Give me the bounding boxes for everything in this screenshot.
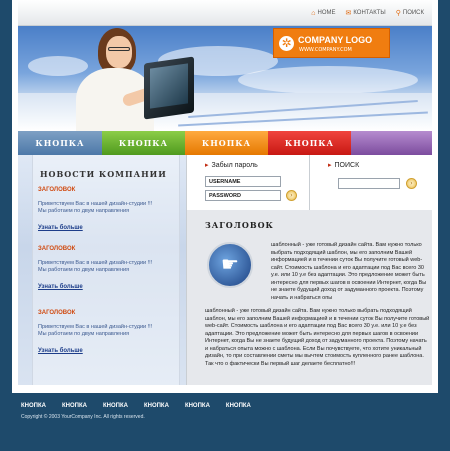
copyright: Copyright © 2003 YourCompany Inc. All rights reserved. [21, 414, 145, 420]
search-input[interactable] [338, 178, 400, 189]
search-title [328, 161, 359, 169]
news-sidebar [18, 155, 187, 385]
news-item-title: ЗАГОЛОВОК [38, 187, 76, 193]
password-field[interactable]: PASSWORD [205, 190, 281, 201]
news-item [38, 310, 178, 354]
logo-url: WWW.COMPANY.COM [299, 47, 352, 53]
content-block [187, 210, 432, 385]
cloud [28, 56, 88, 76]
woman-face [106, 36, 132, 68]
company-logo[interactable] [273, 28, 390, 58]
news-item-title: ЗАГОЛОВОК [38, 246, 76, 252]
tab-button-4[interactable]: КНОПКА [268, 131, 351, 155]
top-nav-home[interactable] [311, 9, 335, 17]
search-go-button[interactable]: › [406, 178, 417, 189]
content-paragraph-2: шаблонный - уже готовый дизайн сайта. Вам нужно только выбрать подходящий шаблон, мы его заполним Вашей информацией и в течении суток Вы получите готовый web-сайт. Стоимость шаблона и его адаптации под Вас всего 30 у.е. или 10 у.е без адаптации. Это предложение может быть интересно для первых шагов в освоении Интернет, когда Вы не знаете будущий доход от задуманного проекта. Поэтому начать и набраться опыта можно с шаблона. Если Вы почувствуете, что хотите уникальный дизайн, то при составлении сметы мы вычтем стоимость купленного ранее шаблона. Так что о фактически Вы первый шаг делаете бесплатно!!! [205, 308, 430, 367]
read-more-link[interactable]: Узнать больше [38, 225, 83, 231]
search-block [310, 155, 432, 210]
top-nav [311, 9, 424, 17]
tab-button-2[interactable]: КНОПКА [102, 131, 185, 155]
main-tabs [18, 131, 432, 155]
news-item-text [38, 260, 178, 274]
top-nav-label: HOME [317, 10, 336, 16]
news-item-line: Мы работаем по двум направления [38, 331, 130, 337]
tab-button-5[interactable] [351, 131, 432, 155]
news-item [38, 246, 178, 290]
search-icon: ⚲ [395, 10, 401, 17]
tab-button-1[interactable]: КНОПКА [18, 131, 102, 155]
top-nav-label: ПОИСК [402, 10, 424, 16]
mail-icon: ✉ [345, 10, 352, 17]
logo-name: COMPANY LOGO [298, 35, 373, 45]
cloud [238, 66, 418, 94]
news-item-line: Приветствуем Вас в нашей дизайн-студии !!! [38, 260, 153, 266]
news-item-line: Мы работаем по двум направления [38, 208, 130, 214]
read-more-link[interactable]: Узнать больше [38, 284, 83, 290]
footer-nav [21, 403, 251, 409]
monitor-screen [150, 63, 188, 108]
news-item [38, 187, 178, 231]
hand-pointer-icon: ☛ [207, 242, 253, 288]
footer-link[interactable]: КНОПКА [143, 403, 169, 409]
footer-link[interactable]: КНОПКА [21, 403, 46, 409]
arrow-icon: ▸ [205, 162, 209, 169]
logo-gear-icon: ✲ [279, 36, 294, 51]
top-nav-search[interactable] [396, 9, 424, 17]
news-item-text [38, 324, 178, 338]
login-title [205, 161, 258, 169]
search-title-text: ПОИСК [334, 161, 360, 169]
header-banner [18, 26, 432, 131]
news-item-line: Мы работаем по двум направления [38, 267, 130, 273]
login-title-text: Забыл пароль [211, 161, 258, 169]
arrow-icon: ▸ [328, 162, 332, 169]
page-frame [12, 0, 438, 393]
top-nav-contacts[interactable] [345, 9, 385, 17]
footer-link[interactable]: КНОПКА [102, 403, 128, 409]
read-more-link[interactable]: Узнать больше [38, 348, 83, 354]
tab-button-3[interactable]: КНОПКА [185, 131, 268, 155]
news-item-line: Приветствуем Вас в нашей дизайн-студии !!! [38, 324, 153, 330]
footer-link[interactable]: КНОПКА [184, 403, 210, 409]
glasses [108, 47, 130, 51]
home-icon: ⌂ [311, 9, 316, 17]
login-go-button[interactable]: › [286, 190, 297, 201]
content-paragraph-1: шаблонный - уже готовый дизайн сайта. Вам нужно только выбрать подходящий шаблон, мы его заполним Вашей информацией и в течении суток Вы получите готовый web-сайт. Стоимость шаблона и его адаптации под Вас всего 30 у.е. или 10 у.е без адаптации. Это предложение может быть интересно для первых шагов в освоении Интернет, когда Вы не знаете будущий доход от задуманного проекта. Поэтому начать и набраться опы [271, 242, 427, 301]
news-item-title: ЗАГОЛОВОК [38, 310, 76, 316]
footer-link[interactable]: КНОПКА [225, 403, 251, 409]
news-item-line: Приветствуем Вас в нашей дизайн-студии !!! [38, 201, 153, 207]
username-field[interactable]: USERNAME [205, 176, 281, 187]
main-area [187, 155, 432, 385]
footer-link[interactable]: КНОПКА [61, 403, 87, 409]
top-bar [18, 0, 432, 26]
login-block [187, 155, 310, 210]
content-title: ЗАГОЛОВОК [205, 220, 274, 230]
news-item-text [38, 201, 178, 215]
top-nav-label: КОНТАКТЫ [353, 10, 386, 16]
news-title: НОВОСТИ КОМПАНИИ [40, 169, 167, 179]
